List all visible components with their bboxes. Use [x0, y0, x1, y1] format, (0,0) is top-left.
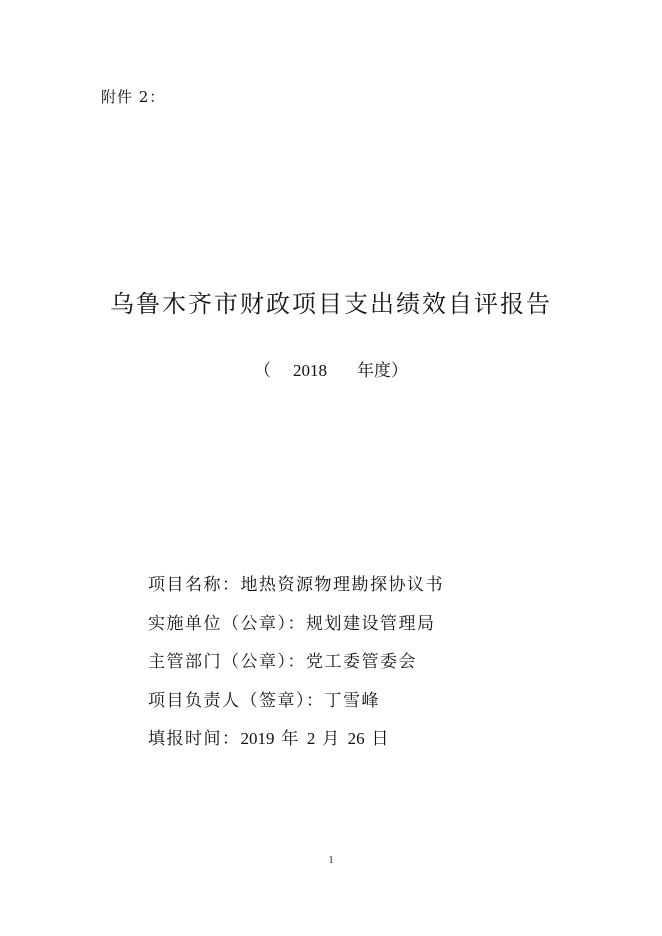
year-open-paren: （: [254, 361, 271, 381]
project-lead-label: 项目负责人（签章）：: [148, 690, 325, 711]
fill-date-month-unit: 月: [315, 729, 348, 749]
project-name-value: 地热资源物理勘探协议书: [240, 575, 444, 595]
info-row-project-name: [148, 566, 444, 605]
info-row-project-lead: [148, 682, 444, 721]
supervising-dept-label: 主管部门（公章）：: [148, 652, 306, 672]
info-row-supervising-dept: [148, 643, 444, 682]
attachment-label: 附件 2：: [101, 88, 166, 106]
fill-date-label: 填报时间：: [148, 729, 241, 749]
report-year-line: [0, 356, 662, 381]
page-number: 1: [328, 855, 334, 866]
fill-date-year: 2019: [240, 729, 275, 748]
fill-date-day-unit: 日: [364, 729, 391, 749]
info-row-implementing-unit: [148, 605, 444, 644]
fill-date-day: 26: [347, 729, 365, 748]
implementing-unit-label: 实施单位（公章）：: [148, 613, 306, 634]
year-suffix: 年度）: [357, 361, 408, 381]
report-title: 乌鲁木齐市财政项目支出绩效自评报告: [110, 290, 552, 318]
project-name-label: 项目名称：: [148, 575, 241, 595]
project-info-block: [148, 566, 444, 759]
fill-date-month: 2: [306, 729, 316, 748]
implementing-unit-value: 规划建设管理局: [306, 613, 436, 634]
fill-date-year-unit: 年: [274, 729, 307, 749]
report-year: 2018: [293, 361, 327, 380]
project-lead-value: 丁雪峰: [324, 690, 380, 711]
supervising-dept-value: 党工委管委会: [306, 652, 417, 672]
info-row-fill-date: [148, 720, 444, 759]
